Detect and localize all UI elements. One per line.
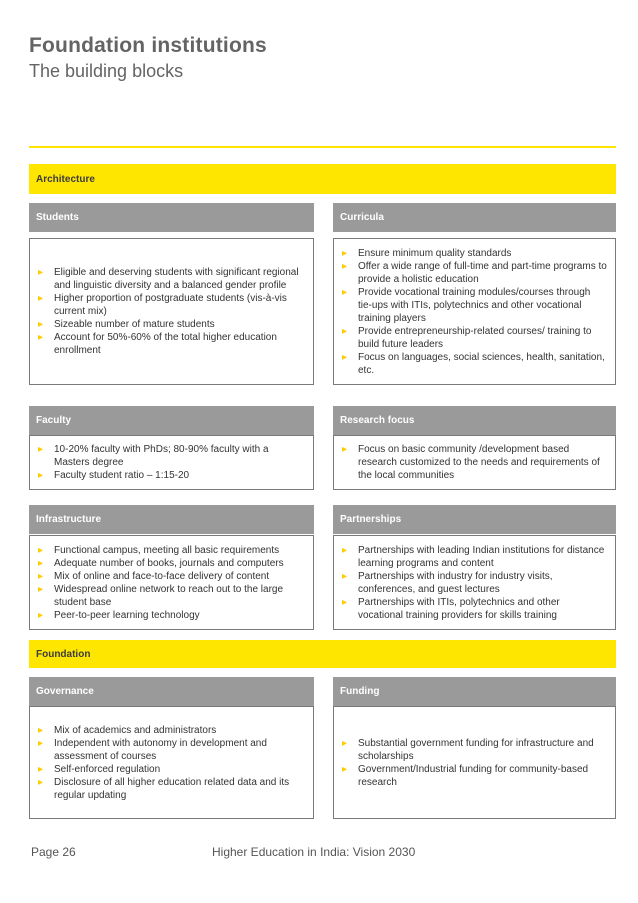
research-box [333,435,616,490]
list-item: ▸ Partnerships with industry for industry visits, conferences, and guest lectures [342,570,607,596]
list-item: ▸ Partnerships with leading Indian institutions for distance learning programs and content [342,544,607,570]
list-item: ▸ Sizeable number of mature students [38,318,305,331]
list-item: ▸ Provide entrepreneurship-related courses/ training to build future leaders [342,325,607,351]
list-item: ▸ 10-20% faculty with PhDs; 80-90% faculty with a Masters degree [38,443,305,469]
list-item: ▸ Higher proportion of postgraduate students (vis-à-vis current mix) [38,292,305,318]
list-item: ▸ Mix of academics and administrators [38,724,305,737]
top-divider [29,146,616,148]
research-list [342,443,607,482]
funding-header: Funding [333,677,616,706]
page-title: Foundation institutions [29,34,267,57]
students-box [29,238,314,385]
governance-list [38,724,305,802]
list-item: ▸ Offer a wide range of full-time and part-time programs to provide a holistic education [342,260,607,286]
foundation-band: Foundation [29,640,616,668]
list-item: ▸ Focus on languages, social sciences, health, sanitation, etc. [342,351,607,377]
students-list [38,266,305,357]
list-item: ▸ Functional campus, meeting all basic requirements [38,544,305,557]
infrastructure-box [29,535,314,630]
infrastructure-header: Infrastructure [29,505,314,534]
list-item: ▸ Faculty student ratio – 1:15-20 [38,469,305,482]
infrastructure-list [38,544,305,622]
funding-box [333,706,616,819]
governance-box [29,706,314,819]
footer-page-number: Page 26 [31,845,76,859]
list-item: ▸ Self-enforced regulation [38,763,305,776]
list-item: ▸ Focus on basic community /development based research customized to the needs and requirements of the local communities [342,443,607,482]
list-item: ▸ Widespread online network to reach out to the large student base [38,583,305,609]
architecture-band: Architecture [29,164,616,194]
funding-list [342,737,607,789]
footer-document-title: Higher Education in India: Vision 2030 [212,845,416,859]
list-item: ▸ Independent with autonomy in development and assessment of courses [38,737,305,763]
list-item: ▸ Substantial government funding for infrastructure and scholarships [342,737,607,763]
curricula-header: Curricula [333,203,616,232]
list-item: ▸ Adequate number of books, journals and computers [38,557,305,570]
list-item: ▸ Account for 50%-60% of the total higher education enrollment [38,331,305,357]
students-header: Students [29,203,314,232]
governance-header: Governance [29,677,314,706]
partnerships-header: Partnerships [333,505,616,534]
page-subtitle: The building blocks [29,61,184,81]
list-item: ▸ Mix of online and face-to-face delivery of content [38,570,305,583]
partnerships-box [333,535,616,630]
curricula-box [333,238,616,385]
partnerships-list [342,544,607,622]
list-item: ▸ Disclosure of all higher education related data and its regular updating [38,776,305,802]
faculty-list [38,443,305,482]
list-item: ▸ Government/Industrial funding for community-based research [342,763,607,789]
list-item: ▸ Peer-to-peer learning technology [38,609,305,622]
list-item: ▸ Partnerships with ITIs, polytechnics and other vocational training providers for skills training [342,596,607,622]
faculty-header: Faculty [29,406,314,435]
faculty-box [29,435,314,490]
curricula-list [342,247,607,377]
list-item: ▸ Eligible and deserving students with significant regional and linguistic diversity and a balanced gender profile [38,266,305,292]
research-header: Research focus [333,406,616,435]
list-item: ▸ Ensure minimum quality standards [342,247,607,260]
list-item: ▸ Provide vocational training modules/courses through tie-ups with ITIs, polytechnics and other vocational training players [342,286,607,325]
